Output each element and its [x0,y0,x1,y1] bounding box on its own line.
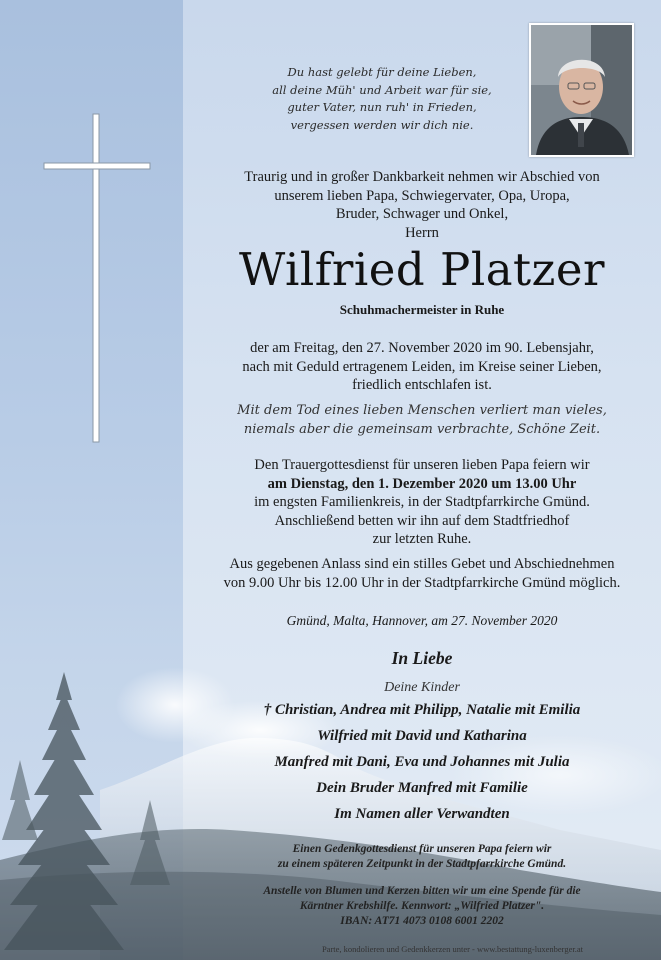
farewell-info [198,555,646,592]
intro-text [198,168,646,242]
deine-kinder-label: Deine Kinder [384,680,460,695]
farewell-line: Aus gegebenen Anlass sind ein stilles Gebet und Abschiednehmen [229,556,615,572]
donation-line: Anstelle von Blumen und Kerzen bitten wir um eine Spende für die [263,885,581,897]
mass-line: Einen Gedenkgottesdienst für unseren Papa feiern wir [292,843,552,855]
poem-line: vergessen werden wir dich nie. [290,117,474,132]
intro-line: Herrn [405,224,439,241]
iban: IBAN: AT71 4073 0108 6001 2202 [340,915,504,927]
mourner-item: † Christian, Andrea mit Philipp, Natalie mit Emilia [263,702,581,718]
service-line: Den Trauergottesdienst für unseren lieben Papa feiern wir [254,457,590,473]
poem [240,64,524,134]
intro-line: unserem lieben Papa, Schwiegervater, Opa, Uropa, [274,187,570,204]
intro-line: Traurig und in großer Dankbarkeit nehmen wir Abschied von [244,169,600,185]
donation-line: Kärntner Krebshilfe. Kennwort: „Wilfried Platzer". [299,900,545,912]
quote-line: niemals aber die gemeinsam verbrachte, Schöne Zeit. [243,422,601,437]
portrait-image [531,25,632,155]
cross-icon [42,112,152,444]
poem-line: guter Vater, nun ruh' in Frieden, [287,100,477,114]
poem-line: all deine Müh' und Arbeit war für sie, [272,82,492,97]
quote-line: Mit dem Tod eines lieben Menschen verliert man vieles, [237,403,607,418]
profession: Schuhmachermeister in Ruhe [339,302,505,317]
deceased-portrait [529,23,634,157]
memorial-mass-note [198,842,646,872]
footer-text: Parte, kondolieren und Gedenkkerzen unter - www.bestattung-luxenberger.at [321,944,583,954]
mourner-item: Im Namen aller Verwandten [334,806,510,822]
death-line: friedlich entschlafen ist. [352,377,492,393]
death-line: nach mit Geduld ertragenem Leiden, im Kreise seiner Lieben, [242,358,602,375]
deceased-name: Wilfried Platzer [239,243,605,296]
service-line: im engsten Familienkreis, in der Stadtpfarrkirche Gmünd. [254,494,590,510]
death-notice [198,339,646,395]
funeral-service [198,456,646,549]
mourner-item: Dein Bruder Manfred mit Familie [316,780,528,796]
mourner-item: Wilfried mit David und Katharina [317,728,527,744]
footer [0,944,661,954]
farewell-line: von 9.00 Uhr bis 12.00 Uhr in der Stadtpfarrkirche Gmünd möglich. [223,574,621,591]
donation-note [198,884,646,929]
poem-line: Du hast gelebt für deine Lieben, [287,65,477,79]
mass-line: zu einem späteren Zeitpunkt in der Stadtpfarrkirche Gmünd. [277,858,567,870]
service-date: am Dienstag, den 1. Dezember 2020 um 13.00 Uhr [267,475,577,492]
place-date: Gmünd, Malta, Hannover, am 27. November 2020 [286,613,558,628]
quote [198,401,646,439]
service-line: zur letzten Ruhe. [372,531,472,547]
service-line: Anschließend betten wir ihn auf dem Stadtfriedhof [274,512,570,529]
intro-line: Bruder, Schwager und Onkel, [335,206,509,222]
in-liebe-heading: In Liebe [391,648,453,668]
mourners-list [198,697,646,827]
death-line: der am Freitag, den 27. November 2020 im 90. Lebensjahr, [250,340,594,356]
mourner-item: Manfred mit Dani, Eva und Johannes mit Julia [274,754,570,770]
